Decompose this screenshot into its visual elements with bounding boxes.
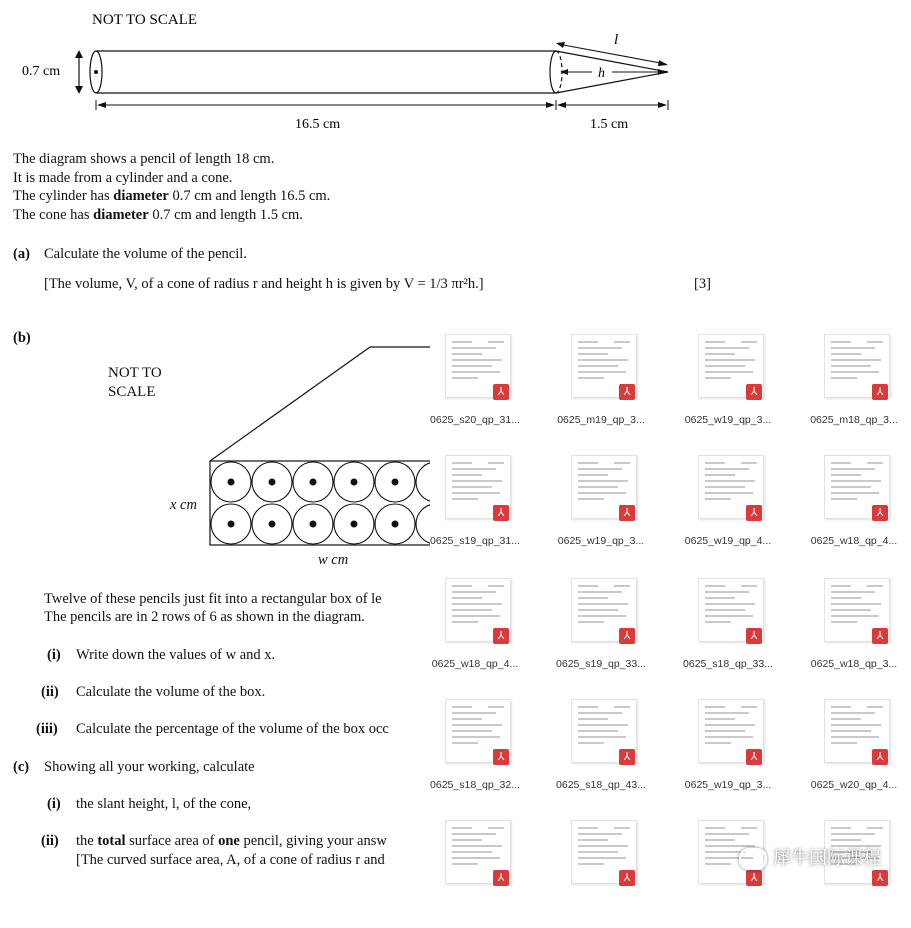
file-item[interactable]: [547, 455, 655, 563]
pencil-lead-dot: [351, 479, 358, 486]
file-name: 0625_w18_qp_4...: [431, 658, 519, 670]
box-not-to-scale-2: SCALE: [108, 384, 156, 400]
pencil-lead-dot: [392, 479, 399, 486]
pdf-icon: ⅄: [493, 749, 509, 765]
pdf-icon: ⅄: [619, 749, 635, 765]
file-item[interactable]: [547, 699, 655, 807]
box-x-label: x cm: [170, 497, 197, 513]
file-item[interactable]: [547, 334, 655, 442]
pdf-icon: ⅄: [493, 628, 509, 644]
pdf-icon: ⅄: [746, 749, 762, 765]
file-name: 0625_w20_qp_4...: [810, 779, 898, 791]
part-c-i-label: (i): [47, 796, 61, 812]
pdf-icon: ⅄: [872, 870, 888, 886]
slant-label: l: [614, 32, 619, 48]
intro-line-1: The diagram shows a pencil of length 18 cm.: [13, 151, 275, 167]
file-name: 0625_w19_qp_3...: [684, 779, 772, 791]
file-name: 0625_s18_qp_33...: [683, 658, 773, 670]
cylinder-length-label: 16.5 cm: [295, 117, 341, 132]
pencil-lead-dot: [269, 479, 276, 486]
file-item[interactable]: [421, 334, 529, 442]
part-a-marks: [3]: [694, 276, 711, 292]
part-a-question: Calculate the volume of the pencil.: [44, 246, 247, 262]
file-item[interactable]: [800, 334, 908, 442]
part-a-label: (a): [13, 246, 30, 262]
pdf-icon: ⅄: [493, 384, 509, 400]
part-b-text-2: The pencils are in 2 rows of 6 as shown in the diagram.: [44, 609, 365, 625]
intro-line-3: The cylinder has diameter 0.7 cm and length 16.5 cm.: [13, 188, 331, 204]
file-item[interactable]: [421, 699, 529, 807]
file-name: 0625_w19_qp_3...: [684, 414, 772, 426]
pencil-lead-dot: [228, 521, 235, 528]
part-c-label: (c): [13, 759, 30, 775]
pdf-icon: ⅄: [619, 628, 635, 644]
pdf-icon: ⅄: [746, 628, 762, 644]
file-name: 0625_m19_qp_3...: [557, 414, 645, 426]
pencil-lead-dot: [310, 479, 317, 486]
file-item[interactable]: [421, 820, 529, 928]
part-b-ii-label: (ii): [41, 684, 59, 700]
file-item[interactable]: [800, 578, 908, 686]
pencil-lead-dot: [269, 521, 276, 528]
file-name: 0625_w19_qp_4...: [684, 535, 772, 547]
not-to-scale-label: NOT TO SCALE: [92, 12, 198, 28]
pdf-icon: ⅄: [493, 870, 509, 886]
pdf-icon: ⅄: [746, 505, 762, 521]
file-item[interactable]: [674, 334, 782, 442]
pdf-icon: ⅄: [619, 505, 635, 521]
pdf-icon: ⅄: [872, 505, 888, 521]
file-item[interactable]: [674, 699, 782, 807]
watermark: 犀牛国际课程: [739, 844, 881, 870]
part-b-text-1: Twelve of these pencils just fit into a rectangular box of le: [44, 591, 382, 607]
pdf-icon: ⅄: [619, 870, 635, 886]
box-not-to-scale-1: NOT TO: [108, 365, 162, 381]
pdf-icon: ⅄: [872, 384, 888, 400]
pencil-circles: [211, 462, 430, 544]
pdf-icon: ⅄: [746, 384, 762, 400]
part-b-i-text: Write down the values of w and x.: [76, 647, 276, 663]
file-item[interactable]: [674, 455, 782, 563]
part-c-ii-text: the total surface area of one pencil, giving your answ: [76, 833, 387, 849]
file-name: 0625_s20_qp_31...: [430, 414, 520, 426]
file-name: 0625_m18_qp_3...: [810, 414, 898, 426]
file-item[interactable]: [800, 455, 908, 563]
part-c-ii-label: (ii): [41, 833, 59, 849]
file-name: 0625_s19_qp_33...: [556, 658, 646, 670]
box-diagram: [160, 340, 430, 560]
part-a-hint: [The volume, V, of a cone of radius r and height h is given by V = 1/3 πr²h.]: [44, 276, 484, 292]
file-item[interactable]: [547, 820, 655, 928]
part-c-i-text: the slant height, l, of the cone,: [76, 796, 252, 812]
pdf-icon: ⅄: [872, 749, 888, 765]
file-item[interactable]: [547, 578, 655, 686]
wechat-icon: [739, 848, 767, 870]
file-name: 0625_s18_qp_43...: [556, 779, 646, 791]
part-b-iii-label: (iii): [36, 721, 58, 737]
height-label: h: [598, 66, 605, 81]
pencil-lead-dot: [228, 479, 235, 486]
pencil-lead-dot: [351, 521, 358, 528]
pencil-lead-dot: [392, 521, 399, 528]
part-b-ii-text: Calculate the volume of the box.: [76, 684, 266, 700]
file-name: 0625_w18_qp_3...: [810, 658, 898, 670]
pdf-icon: ⅄: [493, 505, 509, 521]
pdf-icon: ⅄: [872, 628, 888, 644]
file-name: 0625_s19_qp_31...: [430, 535, 520, 547]
file-item[interactable]: [421, 578, 529, 686]
file-name: 0625_w18_qp_4...: [810, 535, 898, 547]
file-item[interactable]: [800, 820, 908, 928]
intro-line-4: The cone has diameter 0.7 cm and length 1.5 cm.: [13, 207, 303, 223]
file-name: 0625_s18_qp_32...: [430, 779, 520, 791]
file-name: 0625_w19_qp_3...: [557, 535, 645, 547]
part-c-question: Showing all your working, calculate: [44, 759, 255, 775]
cone-length-label: 1.5 cm: [590, 117, 629, 132]
part-c-ii-hint: [The curved surface area, A, of a cone of radius r and: [76, 852, 385, 868]
pdf-icon: ⅄: [619, 384, 635, 400]
part-b-iii-text: Calculate the percentage of the volume of the box occ: [76, 721, 389, 737]
part-b-i-label: (i): [47, 647, 61, 663]
part-b-label: (b): [13, 330, 31, 346]
diameter-label: 0.7 cm: [22, 64, 61, 79]
file-item[interactable]: [674, 578, 782, 686]
pencil-diagram: [0, 0, 700, 140]
intro-line-2: It is made from a cylinder and a cone.: [13, 170, 233, 186]
file-item[interactable]: [421, 455, 529, 563]
pdf-icon: ⅄: [746, 870, 762, 886]
file-item[interactable]: [800, 699, 908, 807]
box-w-label: w cm: [318, 552, 349, 568]
file-item[interactable]: [674, 820, 782, 928]
pencil-lead-dot: [310, 521, 317, 528]
